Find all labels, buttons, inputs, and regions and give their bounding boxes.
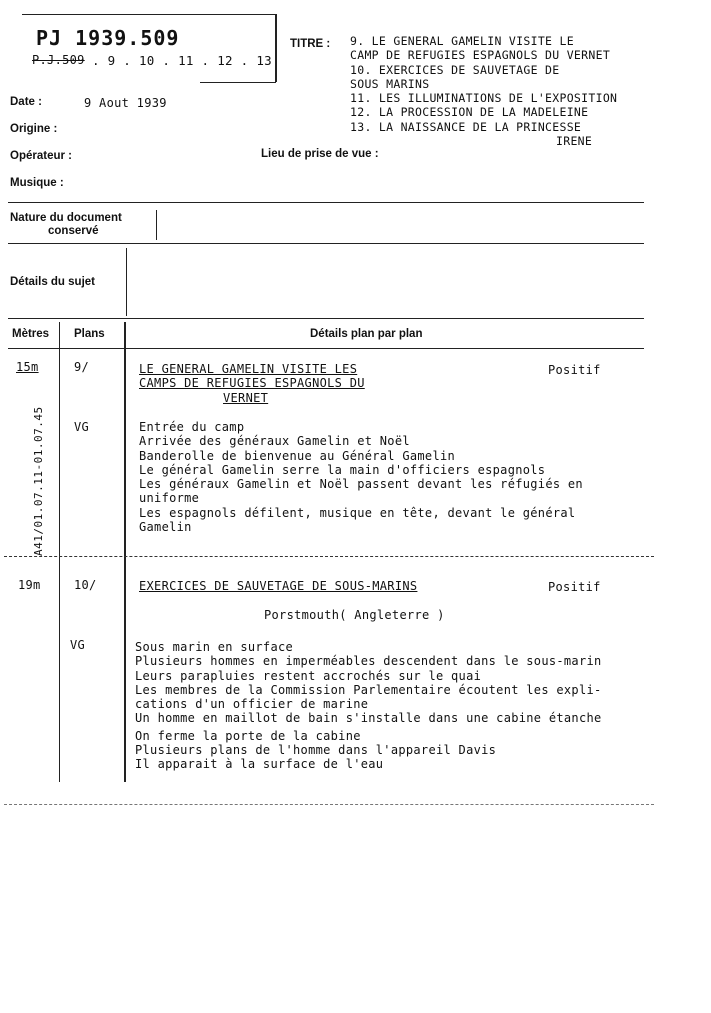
date-value: 9 Aout 1939 xyxy=(84,96,167,110)
section-2-location: Porstmouth( Angleterre ) xyxy=(264,608,445,622)
titre-line-6: 12. LA PROCESSION DE LA MADELEINE xyxy=(350,105,589,120)
ref-box-right xyxy=(275,14,277,82)
section-1-lines xyxy=(139,420,583,534)
section-1-line: Les espagnols défilent, musique en tête, devant le général xyxy=(139,505,576,520)
titre-line-3: 10. EXERCICES DE SAUVETAGE DE xyxy=(350,62,560,77)
bottom-divider xyxy=(4,804,654,805)
section-2-line: Un homme en maillot de bain s'installe dans une cabine étanche xyxy=(135,711,602,726)
section-2-plan: 10/ xyxy=(74,578,97,592)
details-sujet-label: Détails du sujet xyxy=(10,276,95,288)
nature-label-2: conservé xyxy=(48,225,99,237)
section-2-line: cations d'un officier de marine xyxy=(135,697,369,712)
section-2-line: Leurs parapluies restent accrochés sur le quai xyxy=(135,668,482,683)
divider-1 xyxy=(8,202,644,203)
details-sujet-bracket xyxy=(126,248,127,316)
section-2-metres: 19m xyxy=(18,578,41,592)
date-label: Date : xyxy=(10,96,42,108)
section-2-subplan: VG xyxy=(70,638,86,652)
vertical-ref: A41/01.07.11-01.07.45 xyxy=(32,406,45,556)
section-2-status: Positif xyxy=(548,580,601,594)
col-plans-header: Plans xyxy=(74,328,105,340)
section-2-line: Il apparait à la surface de l'eau xyxy=(135,757,384,772)
nature-label-1: Nature du document xyxy=(10,212,122,224)
table-header-bottom xyxy=(8,348,644,349)
section-1-line: Gamelin xyxy=(139,520,192,535)
section-1-line: uniforme xyxy=(139,491,200,506)
section-1-subplan: VG xyxy=(74,420,90,434)
divider-3 xyxy=(8,318,644,319)
section-1-metres: 15m xyxy=(16,360,39,374)
titre-line-5: 11. LES ILLUMINATIONS DE L'EXPOSITION xyxy=(350,91,618,106)
operateur-label: Opérateur : xyxy=(10,150,72,162)
titre-block xyxy=(350,34,617,148)
ref-box-bottom xyxy=(200,82,276,83)
titre-label: TITRE : xyxy=(290,38,331,50)
section-1-plan: 9/ xyxy=(74,360,90,374)
section-1-title-line-3: VERNET xyxy=(223,390,269,405)
titre-line-8: IRENE xyxy=(556,134,593,149)
divider-2 xyxy=(8,243,644,244)
section-2-line: Plusieurs plans de l'homme dans l'appareil Davis xyxy=(135,743,497,758)
section-2-line: Plusieurs hommes en imperméables descendent dans le sous-marin xyxy=(135,654,602,669)
nature-bracket xyxy=(156,210,157,240)
lieu-label: Lieu de prise de vue : xyxy=(261,148,379,160)
section-2-title: EXERCICES DE SAUVETAGE DE SOUS-MARINS xyxy=(139,579,418,593)
section-2-line: Sous marin en surface xyxy=(135,640,294,654)
section-1-line: Entrée du camp xyxy=(139,420,245,434)
col-line-1 xyxy=(59,322,60,782)
section-1-line: Les généraux Gamelin et Noël passent devant les réfugiés en xyxy=(139,477,583,492)
musique-label: Musique : xyxy=(10,177,64,189)
ref-box-top xyxy=(22,14,276,15)
section-1-title-line-2: CAMPS DE REFUGIES ESPAGNOLS DU xyxy=(139,376,365,391)
ref-old: P.J.509 xyxy=(32,53,85,67)
section-2-line: On ferme la porte de la cabine xyxy=(135,728,361,743)
ref-handwritten: PJ 1939.509 xyxy=(36,26,180,50)
col-details-header: Détails plan par plan xyxy=(310,328,423,340)
titre-line-1: 9. LE GENERAL GAMELIN VISITE LE xyxy=(350,34,574,48)
section-1-line: Arrivée des généraux Gamelin et Noël xyxy=(139,434,410,449)
section-1-title xyxy=(139,362,365,405)
section-1-status: Positif xyxy=(548,363,601,377)
col-line-2 xyxy=(124,322,126,782)
section-2-lines xyxy=(135,640,602,772)
titre-line-7: 13. LA NAISSANCE DE LA PRINCESSE xyxy=(350,119,582,134)
section-2-line: Les membres de la Commission Parlementaire écoutent les expli- xyxy=(135,682,602,697)
titre-line-4: SOUS MARINS xyxy=(350,76,430,91)
titre-line-2: CAMP DE REFUGIES ESPAGNOLS DU VERNET xyxy=(350,48,611,63)
col-metres-header: Mètres xyxy=(12,328,50,340)
origine-label: Origine : xyxy=(10,123,58,135)
section-1-title-line-1: LE GENERAL GAMELIN VISITE LES xyxy=(139,362,358,376)
section-1-line: Le général Gamelin serre la main d'officiers espagnols xyxy=(139,462,546,477)
ref-numbers: . 9 . 10 . 11 . 12 . 13 xyxy=(92,53,272,68)
section-1-line: Banderolle de bienvenue au Général Gamelin xyxy=(139,448,456,463)
section-divider xyxy=(4,556,654,557)
